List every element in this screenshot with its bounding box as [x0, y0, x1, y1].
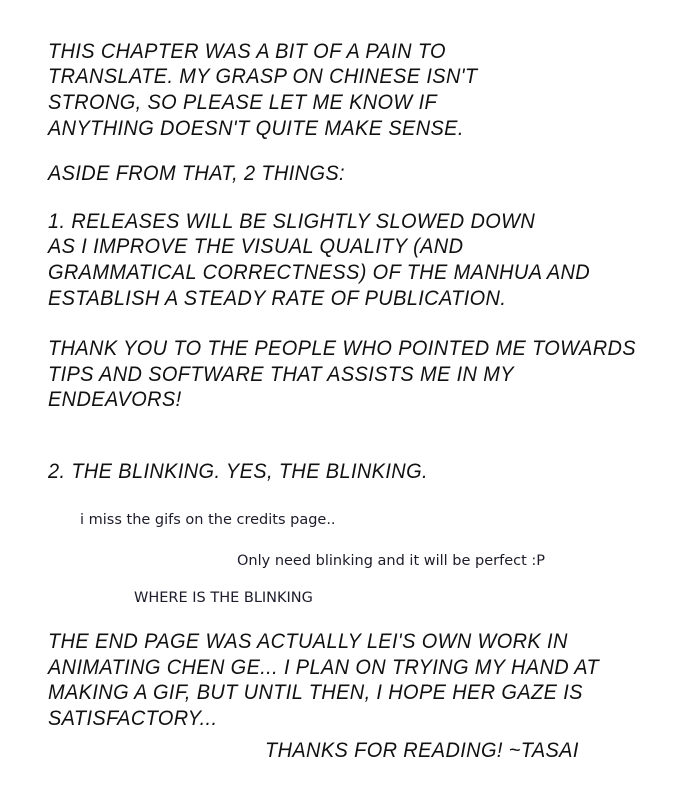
point1-line: ESTABLISH A STEADY RATE OF PUBLICATION. [48, 287, 507, 310]
point1-line: 1. RELEASES WILL BE SLIGHTLY SLOWED DOWN [48, 210, 536, 233]
point2-line: 2. THE BLINKING. YES, THE BLINKING. [48, 460, 428, 483]
end-line: SATISFACTORY... [48, 707, 218, 730]
reader-comment: WHERE IS THE BLINKING [134, 590, 313, 606]
thanks-tips-line: THANK YOU TO THE PEOPLE WHO POINTED ME TOWARDS [48, 337, 636, 360]
intro-line: TRANSLATE. MY GRASP ON CHINESE ISN'T [48, 65, 478, 88]
intro-line: STRONG, SO PLEASE LET ME KNOW IF [48, 91, 438, 114]
aside-line: ASIDE FROM THAT, 2 THINGS: [48, 162, 345, 185]
point1-line: GRAMMATICAL CORRECTNESS) OF THE MANHUA AND [48, 261, 591, 284]
end-line: ANIMATING CHEN GE... I PLAN ON TRYING MY HAND AT [48, 656, 600, 679]
thanks-tips-line: TIPS AND SOFTWARE THAT ASSISTS ME IN MY [48, 363, 514, 386]
point1-line: AS I IMPROVE THE VISUAL QUALITY (AND [48, 235, 464, 258]
intro-line: ANYTHING DOESN'T QUITE MAKE SENSE. [48, 117, 464, 140]
signoff: THANKS FOR READING! ~TASAI [265, 739, 579, 762]
reader-comment: i miss the gifs on the credits page.. [80, 512, 336, 528]
thanks-tips-line: ENDEAVORS! [48, 388, 182, 411]
end-line: THE END PAGE WAS ACTUALLY LEI'S OWN WORK IN [48, 630, 568, 653]
intro-line: THIS CHAPTER WAS A BIT OF A PAIN TO [48, 40, 446, 63]
end-line: MAKING A GIF, BUT UNTIL THEN, I HOPE HER GAZE IS [48, 681, 583, 704]
reader-comment: Only need blinking and it will be perfect :P [237, 553, 546, 569]
